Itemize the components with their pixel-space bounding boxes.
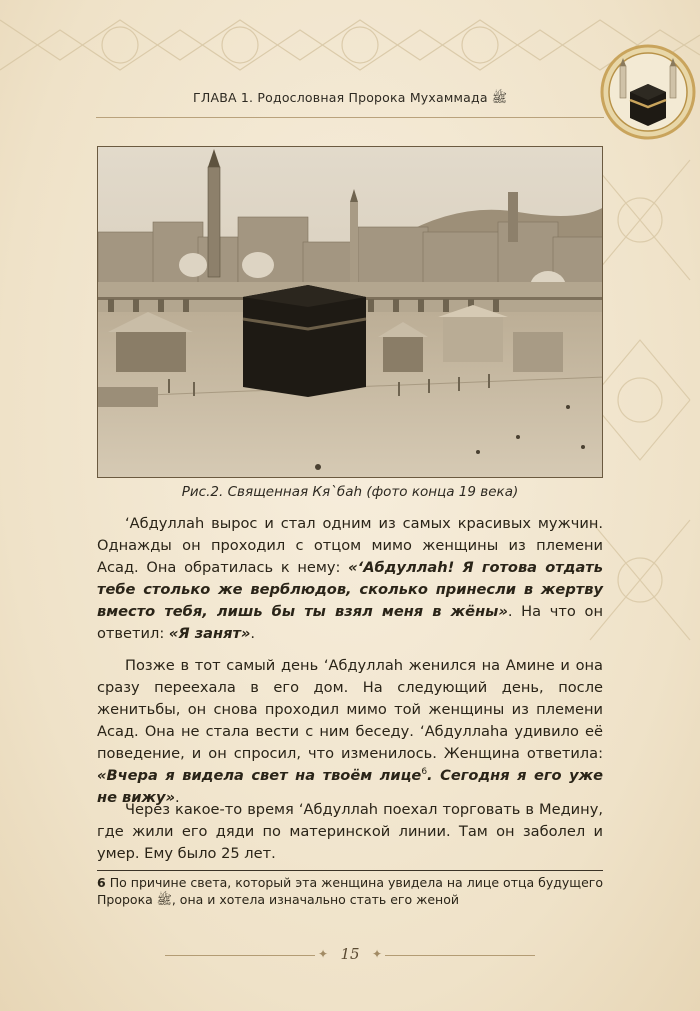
page-number: 15 [340, 945, 360, 963]
photo-illustration [98, 147, 603, 478]
p1-mid: . На что он ответил: [97, 603, 603, 642]
paragraph-1 [97, 513, 603, 645]
p2-quote-b: . Сегодня я его уже не вижу» [97, 767, 603, 806]
footnote-ref-6[interactable]: 6 [421, 767, 428, 778]
p2-text: Позже в тот самый день ‘Абдуллаh женился на Амине и она сразу переехала в его дом. На следующий день, после женитьбы, он снова проходил мимо той женщины из племени Асад. Она не стала вести с ним беседу. ‘Абдуллаhа удивило её поведение, и он спросил, что изменилось. Женщина ответила: [97, 657, 603, 762]
header-rule [96, 117, 604, 118]
kaaba-historic-photo [97, 146, 603, 478]
footnote-number: 6 [97, 875, 106, 890]
p2-quote-a: «Вчера я видела свет на твоём лице [97, 767, 422, 784]
footnote [97, 874, 603, 908]
p1-text: ‘Абдуллаh вырос и стал одним из самых красивых мужчин. Однажды он проходил с отцом мимо женщины из племени Асад. Она обратилась к нему: [97, 515, 603, 576]
p1-quote: «‘Абдуллаh! Я готова отдать тебе столько же верблюдов, сколько принесли в жертву вместо тебя, лишь бы ты взял меня в жёны» [97, 559, 603, 620]
p1-reply: «Я занят» [168, 625, 251, 642]
figure-caption: Рис.2. Священная Кя`бah (фото конца 19 века) [181, 484, 519, 500]
ornament-right-icon: ✦ [372, 947, 383, 961]
running-header: ГЛАВА 1. Родословная Пророка Мухаммада ﷺ [193, 90, 507, 105]
ornament-left-icon: ✦ [318, 947, 329, 961]
page-number-rule-right [385, 955, 535, 956]
paragraph-3: Через какое-то время ‘Абдуллаh поехал торговать в Медину, где жили его дяди по материнской линии. Там он заболел и умер. Ему было 25 лет. [97, 801, 603, 862]
footnote-rule [97, 870, 603, 871]
footnote-text: По причине света, который эта женщина увидела на лице отца будущего Пророка ﷺ, она и хотела изначально стать его женой [97, 875, 603, 907]
p1-end: . [250, 625, 256, 642]
p2-end: . [175, 789, 180, 806]
paragraph-2 [97, 655, 603, 809]
kaaba-medallion-icon [600, 44, 696, 140]
